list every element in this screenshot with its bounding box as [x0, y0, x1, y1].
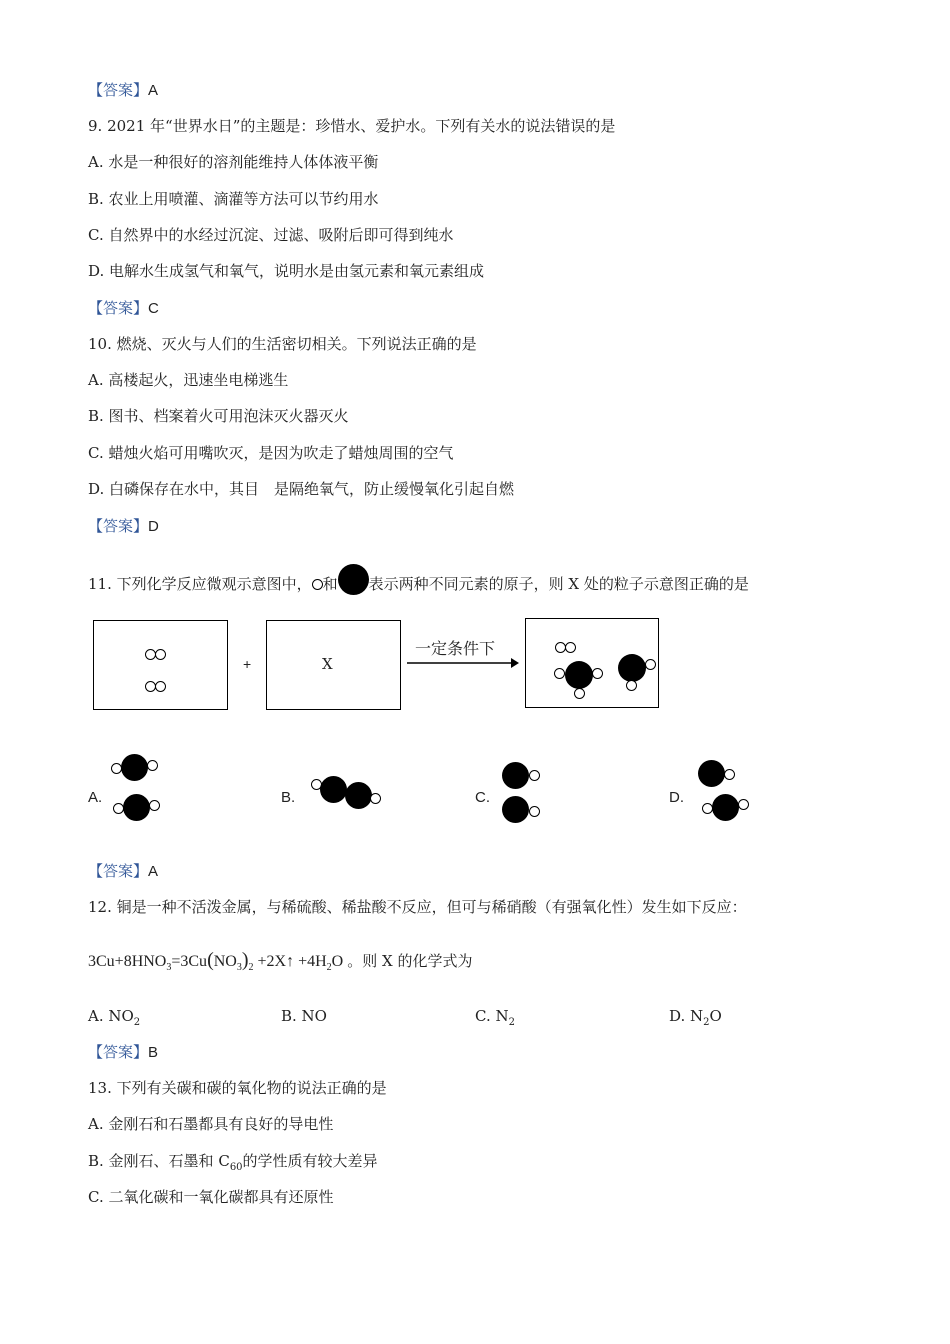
option-subscript: 2	[703, 1017, 710, 1028]
option-subscript: 2	[133, 1017, 141, 1028]
small-atom	[147, 760, 158, 771]
question-11-stem-pre: 11. 下列化学反应微观示意图中，	[88, 575, 312, 593]
answer-value: C	[148, 300, 159, 317]
answer-line-9	[88, 298, 159, 319]
question-11-stem-post: 表示两种不同元素的原子，则 X 处的粒子示意图正确的是	[368, 575, 749, 593]
small-atom	[111, 763, 122, 774]
option-text: A. NO	[88, 1007, 134, 1025]
equation-formula: $3Cu+8HNO_3=3Cu(NO_3)_2$ +2X↑ $+4H_2O$	[88, 949, 344, 974]
small-atom	[738, 799, 749, 810]
small-atom	[574, 688, 585, 699]
small-atom	[702, 803, 713, 814]
question-10-option-b: B. 图书、档案着火可用泡沫灭火器灭火	[88, 407, 349, 425]
question-9-option-a: A. 水是一种很好的溶剂能维持人体体液平衡	[88, 153, 379, 171]
question-12-option-d	[669, 1006, 722, 1033]
small-atom	[149, 800, 160, 811]
answer-value: D	[148, 518, 159, 535]
large-atom-icon	[338, 564, 369, 595]
question-11-stem-and: 和	[322, 575, 338, 593]
x-label: X	[322, 655, 333, 673]
option-label: B.	[281, 789, 296, 806]
answer-tag: 【答案】	[88, 862, 149, 880]
question-12-option-b	[281, 1006, 327, 1026]
option-label: A.	[88, 789, 103, 806]
small-atom	[592, 668, 603, 679]
large-atom	[345, 782, 372, 809]
answer-value: A	[148, 82, 159, 99]
large-atom	[502, 796, 529, 823]
small-atom	[724, 769, 735, 780]
question-13-option-a: A. 金刚石和石墨都具有良好的导电性	[88, 1115, 334, 1133]
answer-tag: 【答案】	[88, 81, 149, 99]
small-atom	[645, 659, 656, 670]
question-12-stem: 12. 铜是一种不活泼金属，与稀硫酸、稀盐酸不反应，但可与稀硝酸（有强氧化性）发生如下反应：	[88, 898, 747, 916]
question-12-option-c	[475, 1006, 515, 1033]
reactant-box-x	[266, 620, 401, 710]
large-atom	[123, 794, 150, 821]
question-9-option-c: C. 自然界中的水经过沉淀、过滤、吸附后即可得到纯水	[88, 226, 454, 244]
answer-line-11	[88, 861, 158, 882]
option-text: D. N	[669, 1007, 704, 1025]
question-10-option-c: C. 蜡烛火焰可用嘴吹灭，是因为吹走了蜡烛周围的空气	[88, 444, 454, 462]
question-13-option-c: C. 二氧化碳和一氧化碳都具有还原性	[88, 1188, 334, 1206]
answer-tag: 【答案】	[88, 517, 149, 535]
small-atom	[113, 803, 124, 814]
answer-line-10	[88, 516, 159, 537]
question-9-option-d: D. 电解水生成氢气和氧气，说明水是由氢元素和氧元素组成	[88, 262, 485, 280]
question-9-option-b: B. 农业上用喷灌、滴灌等方法可以节约用水	[88, 190, 379, 208]
small-atom	[155, 681, 166, 692]
small-atom	[155, 649, 166, 660]
reaction-arrow	[405, 656, 520, 670]
chemical-equation	[88, 949, 472, 973]
product-box	[525, 618, 659, 708]
plus-sign: +	[243, 656, 252, 672]
answer-tag: 【答案】	[88, 1043, 149, 1061]
large-atom	[320, 776, 347, 803]
question-10-option-d: D. 白磷保存在水中，其目 是隔绝氧气，防止缓慢氧化引起自燃	[88, 480, 515, 498]
large-atom	[121, 754, 148, 781]
small-atom	[370, 793, 381, 804]
small-atom	[626, 680, 637, 691]
question-10-option-a: A. 高楼起火，迅速坐电梯逃生	[88, 371, 289, 389]
answer-value: A	[148, 863, 159, 880]
answer-line-12	[88, 1042, 158, 1063]
large-atom	[565, 661, 593, 689]
answer-value: B	[148, 1044, 159, 1061]
answer-tag: 【答案】	[88, 299, 149, 317]
question-13-option-b	[88, 1151, 378, 1178]
option-subscript: 2	[508, 1017, 515, 1028]
small-atom	[529, 770, 540, 781]
small-atom	[554, 668, 565, 679]
question-13-stem: 13. 下列有关碳和碳的氧化物的说法正确的是	[88, 1079, 387, 1097]
answer-line-8	[88, 80, 158, 101]
question-9-stem: 9. 2021 年“世界水日”的主题是：珍惜水、爱护水。下列有关水的说法错误的是	[88, 117, 616, 135]
reactant-box-1	[93, 620, 228, 710]
large-atom	[502, 762, 529, 789]
option-subscript: 60	[229, 1162, 243, 1173]
question-10-stem: 10. 燃烧、灭火与人们的生活密切相关。下列说法正确的是	[88, 335, 477, 353]
option-text: B. NO	[281, 1007, 327, 1025]
option-text-tail: 的学性质有较大差异	[242, 1152, 378, 1170]
reaction-condition: 一定条件下	[415, 639, 496, 658]
question-12-option-a	[88, 1006, 140, 1033]
small-atom	[565, 642, 576, 653]
question-11-stem	[88, 564, 749, 595]
option-label: C.	[475, 789, 490, 806]
large-atom	[698, 760, 725, 787]
small-atom	[529, 806, 540, 817]
equation-tail: 。则 X 的化学式为	[347, 952, 473, 970]
option-text: C. N	[475, 1007, 509, 1025]
option-text: B. 金刚石、石墨和 C	[88, 1152, 230, 1170]
option-text-tail: O	[709, 1007, 722, 1025]
option-label: D.	[669, 789, 684, 806]
large-atom	[712, 794, 739, 821]
large-atom	[618, 654, 646, 682]
small-atom-icon	[312, 579, 323, 590]
